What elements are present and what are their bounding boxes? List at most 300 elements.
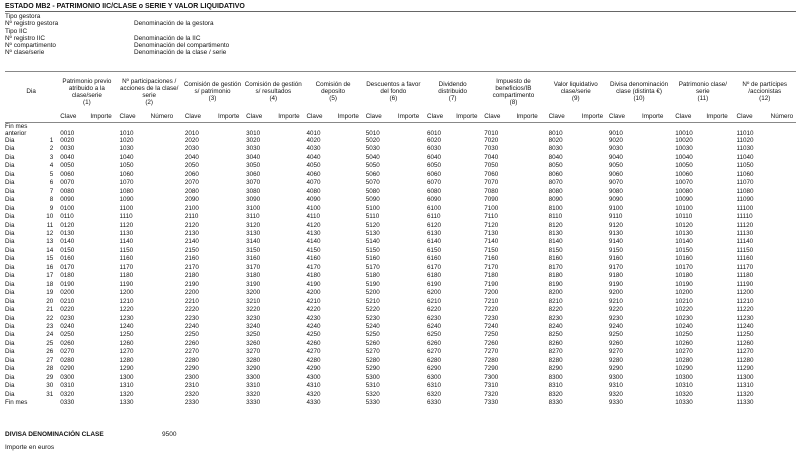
value-cell[interactable]	[703, 365, 733, 373]
value-cell[interactable]	[335, 171, 363, 179]
value-cell[interactable]	[768, 145, 796, 153]
value-cell[interactable]	[215, 222, 243, 230]
value-cell[interactable]	[335, 230, 363, 238]
value-cell[interactable]	[215, 365, 243, 373]
value-cell[interactable]	[87, 238, 116, 246]
value-cell[interactable]	[148, 122, 182, 137]
value-cell[interactable]	[215, 247, 243, 255]
value-cell[interactable]	[639, 315, 672, 323]
value-cell[interactable]	[87, 213, 116, 221]
value-cell[interactable]	[453, 357, 481, 365]
value-cell[interactable]	[703, 255, 733, 263]
value-cell[interactable]	[639, 230, 672, 238]
value-cell[interactable]	[148, 196, 182, 204]
value-cell[interactable]	[395, 281, 424, 289]
value-cell[interactable]	[703, 196, 733, 204]
value-cell[interactable]	[453, 365, 481, 373]
value-cell[interactable]	[395, 255, 424, 263]
value-cell[interactable]	[148, 145, 182, 153]
value-cell[interactable]	[768, 331, 796, 339]
value-cell[interactable]	[148, 162, 182, 170]
value-cell[interactable]	[513, 382, 545, 390]
value-cell[interactable]	[275, 196, 303, 204]
value-cell[interactable]	[335, 365, 363, 373]
value-cell[interactable]	[579, 238, 606, 246]
value-cell[interactable]	[148, 137, 182, 145]
value-cell[interactable]	[513, 348, 545, 356]
value-cell[interactable]	[275, 154, 303, 162]
value-cell[interactable]	[148, 230, 182, 238]
value-cell[interactable]	[215, 357, 243, 365]
value-cell[interactable]	[703, 399, 733, 407]
value-cell[interactable]	[579, 145, 606, 153]
value-cell[interactable]	[275, 222, 303, 230]
value-cell[interactable]	[275, 365, 303, 373]
value-cell[interactable]	[513, 145, 545, 153]
value-cell[interactable]	[513, 205, 545, 213]
value-cell[interactable]	[87, 264, 116, 272]
value-cell[interactable]	[453, 171, 481, 179]
value-cell[interactable]	[275, 264, 303, 272]
value-cell[interactable]	[703, 315, 733, 323]
value-cell[interactable]	[275, 399, 303, 407]
value-cell[interactable]	[639, 306, 672, 314]
value-cell[interactable]	[335, 255, 363, 263]
value-cell[interactable]	[275, 323, 303, 331]
value-cell[interactable]	[335, 264, 363, 272]
value-cell[interactable]	[453, 247, 481, 255]
value-cell[interactable]	[275, 382, 303, 390]
value-cell[interactable]	[215, 238, 243, 246]
value-cell[interactable]	[513, 188, 545, 196]
value-cell[interactable]	[513, 162, 545, 170]
value-cell[interactable]	[395, 399, 424, 407]
value-cell[interactable]	[768, 399, 796, 407]
value-cell[interactable]	[335, 179, 363, 187]
value-cell[interactable]	[395, 357, 424, 365]
value-cell[interactable]	[639, 238, 672, 246]
value-cell[interactable]	[453, 196, 481, 204]
value-cell[interactable]	[579, 272, 606, 280]
value-cell[interactable]	[513, 179, 545, 187]
value-cell[interactable]	[148, 179, 182, 187]
value-cell[interactable]	[87, 255, 116, 263]
value-cell[interactable]	[579, 188, 606, 196]
value-cell[interactable]	[453, 323, 481, 331]
value-cell[interactable]	[768, 281, 796, 289]
value-cell[interactable]	[453, 255, 481, 263]
value-cell[interactable]	[513, 374, 545, 382]
value-cell[interactable]	[215, 264, 243, 272]
value-cell[interactable]	[87, 340, 116, 348]
value-cell[interactable]	[703, 391, 733, 399]
value-cell[interactable]	[703, 357, 733, 365]
value-cell[interactable]	[215, 323, 243, 331]
value-cell[interactable]	[768, 391, 796, 399]
value-cell[interactable]	[395, 122, 424, 137]
value-cell[interactable]	[703, 374, 733, 382]
value-cell[interactable]	[453, 145, 481, 153]
value-cell[interactable]	[768, 188, 796, 196]
value-cell[interactable]	[579, 399, 606, 407]
value-cell[interactable]	[395, 374, 424, 382]
value-cell[interactable]	[513, 399, 545, 407]
value-cell[interactable]	[703, 298, 733, 306]
value-cell[interactable]	[703, 306, 733, 314]
value-cell[interactable]	[639, 289, 672, 297]
value-cell[interactable]	[579, 382, 606, 390]
value-cell[interactable]	[579, 281, 606, 289]
value-cell[interactable]	[513, 391, 545, 399]
value-cell[interactable]	[395, 145, 424, 153]
value-cell[interactable]	[768, 306, 796, 314]
value-cell[interactable]	[215, 213, 243, 221]
value-cell[interactable]	[395, 365, 424, 373]
value-cell[interactable]	[275, 272, 303, 280]
value-cell[interactable]	[639, 213, 672, 221]
value-cell[interactable]	[703, 230, 733, 238]
value-cell[interactable]	[703, 264, 733, 272]
value-cell[interactable]	[639, 171, 672, 179]
value-cell[interactable]	[513, 238, 545, 246]
value-cell[interactable]	[639, 374, 672, 382]
value-cell[interactable]	[513, 213, 545, 221]
value-cell[interactable]	[639, 281, 672, 289]
value-cell[interactable]	[579, 171, 606, 179]
value-cell[interactable]	[215, 255, 243, 263]
value-cell[interactable]	[639, 145, 672, 153]
value-cell[interactable]	[768, 365, 796, 373]
value-cell[interactable]	[579, 289, 606, 297]
value-cell[interactable]	[148, 382, 182, 390]
value-cell[interactable]	[768, 179, 796, 187]
value-cell[interactable]	[453, 374, 481, 382]
value-cell[interactable]	[579, 298, 606, 306]
value-cell[interactable]	[87, 348, 116, 356]
value-cell[interactable]	[215, 382, 243, 390]
value-cell[interactable]	[275, 238, 303, 246]
value-cell[interactable]	[768, 154, 796, 162]
value-cell[interactable]	[275, 331, 303, 339]
value-cell[interactable]	[768, 348, 796, 356]
value-cell[interactable]	[148, 323, 182, 331]
value-cell[interactable]	[87, 382, 116, 390]
value-cell[interactable]	[335, 137, 363, 145]
value-cell[interactable]	[453, 162, 481, 170]
value-cell[interactable]	[639, 348, 672, 356]
value-cell[interactable]	[395, 348, 424, 356]
value-cell[interactable]	[395, 247, 424, 255]
value-cell[interactable]	[87, 281, 116, 289]
value-cell[interactable]	[275, 357, 303, 365]
value-cell[interactable]	[275, 137, 303, 145]
value-cell[interactable]	[395, 179, 424, 187]
value-cell[interactable]	[639, 298, 672, 306]
value-cell[interactable]	[87, 230, 116, 238]
value-cell[interactable]	[87, 205, 116, 213]
value-cell[interactable]	[579, 137, 606, 145]
value-cell[interactable]	[87, 137, 116, 145]
value-cell[interactable]	[87, 374, 116, 382]
value-cell[interactable]	[215, 348, 243, 356]
value-cell[interactable]	[335, 145, 363, 153]
value-cell[interactable]	[215, 340, 243, 348]
value-cell[interactable]	[395, 382, 424, 390]
value-cell[interactable]	[148, 306, 182, 314]
value-cell[interactable]	[275, 315, 303, 323]
value-cell[interactable]	[453, 306, 481, 314]
value-cell[interactable]	[335, 205, 363, 213]
value-cell[interactable]	[395, 306, 424, 314]
value-cell[interactable]	[768, 357, 796, 365]
value-cell[interactable]	[87, 247, 116, 255]
value-cell[interactable]	[275, 298, 303, 306]
value-cell[interactable]	[335, 374, 363, 382]
value-cell[interactable]	[768, 137, 796, 145]
value-cell[interactable]	[87, 188, 116, 196]
value-cell[interactable]	[768, 205, 796, 213]
value-cell[interactable]	[395, 238, 424, 246]
value-cell[interactable]	[335, 348, 363, 356]
value-cell[interactable]	[579, 331, 606, 339]
value-cell[interactable]	[148, 171, 182, 179]
value-cell[interactable]	[275, 145, 303, 153]
value-cell[interactable]	[215, 289, 243, 297]
value-cell[interactable]	[275, 374, 303, 382]
value-cell[interactable]	[639, 331, 672, 339]
value-cell[interactable]	[639, 196, 672, 204]
value-cell[interactable]	[703, 331, 733, 339]
value-cell[interactable]	[215, 331, 243, 339]
value-cell[interactable]	[87, 154, 116, 162]
value-cell[interactable]	[639, 391, 672, 399]
value-cell[interactable]	[453, 137, 481, 145]
value-cell[interactable]	[579, 213, 606, 221]
value-cell[interactable]	[395, 289, 424, 297]
value-cell[interactable]	[395, 213, 424, 221]
value-cell[interactable]	[639, 162, 672, 170]
value-cell[interactable]	[639, 399, 672, 407]
value-cell[interactable]	[335, 162, 363, 170]
value-cell[interactable]	[703, 289, 733, 297]
value-cell[interactable]	[87, 357, 116, 365]
value-cell[interactable]	[395, 230, 424, 238]
value-cell[interactable]	[335, 213, 363, 221]
value-cell[interactable]	[148, 255, 182, 263]
value-cell[interactable]	[148, 188, 182, 196]
value-cell[interactable]	[275, 122, 303, 137]
value-cell[interactable]	[453, 154, 481, 162]
value-cell[interactable]	[215, 171, 243, 179]
value-cell[interactable]	[275, 162, 303, 170]
value-cell[interactable]	[513, 255, 545, 263]
value-cell[interactable]	[148, 281, 182, 289]
value-cell[interactable]	[513, 196, 545, 204]
value-cell[interactable]	[275, 255, 303, 263]
value-cell[interactable]	[768, 222, 796, 230]
value-cell[interactable]	[395, 222, 424, 230]
value-cell[interactable]	[335, 340, 363, 348]
value-cell[interactable]	[275, 213, 303, 221]
value-cell[interactable]	[148, 154, 182, 162]
value-cell[interactable]	[453, 382, 481, 390]
value-cell[interactable]	[703, 247, 733, 255]
value-cell[interactable]	[579, 340, 606, 348]
value-cell[interactable]	[148, 298, 182, 306]
value-cell[interactable]	[639, 264, 672, 272]
value-cell[interactable]	[768, 238, 796, 246]
value-cell[interactable]	[335, 357, 363, 365]
value-cell[interactable]	[768, 340, 796, 348]
value-cell[interactable]	[513, 323, 545, 331]
value-cell[interactable]	[87, 196, 116, 204]
value-cell[interactable]	[335, 298, 363, 306]
value-cell[interactable]	[215, 399, 243, 407]
value-cell[interactable]	[87, 391, 116, 399]
value-cell[interactable]	[87, 315, 116, 323]
value-cell[interactable]	[579, 230, 606, 238]
value-cell[interactable]	[768, 264, 796, 272]
value-cell[interactable]	[395, 154, 424, 162]
value-cell[interactable]	[335, 154, 363, 162]
value-cell[interactable]	[453, 281, 481, 289]
value-cell[interactable]	[275, 281, 303, 289]
value-cell[interactable]	[87, 399, 116, 407]
value-cell[interactable]	[639, 188, 672, 196]
value-cell[interactable]	[215, 374, 243, 382]
value-cell[interactable]	[453, 272, 481, 280]
value-cell[interactable]	[148, 391, 182, 399]
value-cell[interactable]	[639, 357, 672, 365]
value-cell[interactable]	[453, 264, 481, 272]
value-cell[interactable]	[513, 137, 545, 145]
value-cell[interactable]	[639, 137, 672, 145]
value-cell[interactable]	[703, 238, 733, 246]
value-cell[interactable]	[703, 154, 733, 162]
value-cell[interactable]	[87, 222, 116, 230]
value-cell[interactable]	[453, 179, 481, 187]
value-cell[interactable]	[453, 222, 481, 230]
value-cell[interactable]	[768, 213, 796, 221]
value-cell[interactable]	[395, 315, 424, 323]
value-cell[interactable]	[579, 122, 606, 137]
value-cell[interactable]	[579, 357, 606, 365]
value-cell[interactable]	[275, 340, 303, 348]
value-cell[interactable]	[579, 162, 606, 170]
value-cell[interactable]	[639, 323, 672, 331]
value-cell[interactable]	[453, 391, 481, 399]
value-cell[interactable]	[453, 399, 481, 407]
value-cell[interactable]	[395, 137, 424, 145]
value-cell[interactable]	[335, 122, 363, 137]
value-cell[interactable]	[639, 272, 672, 280]
value-cell[interactable]	[215, 315, 243, 323]
value-cell[interactable]	[639, 365, 672, 373]
value-cell[interactable]	[87, 298, 116, 306]
value-cell[interactable]	[215, 196, 243, 204]
value-cell[interactable]	[87, 306, 116, 314]
value-cell[interactable]	[579, 348, 606, 356]
value-cell[interactable]	[768, 382, 796, 390]
value-cell[interactable]	[148, 365, 182, 373]
value-cell[interactable]	[703, 171, 733, 179]
value-cell[interactable]	[215, 205, 243, 213]
value-cell[interactable]	[335, 247, 363, 255]
value-cell[interactable]	[579, 323, 606, 331]
value-cell[interactable]	[703, 340, 733, 348]
value-cell[interactable]	[335, 238, 363, 246]
value-cell[interactable]	[335, 281, 363, 289]
value-cell[interactable]	[275, 179, 303, 187]
value-cell[interactable]	[395, 162, 424, 170]
value-cell[interactable]	[703, 281, 733, 289]
value-cell[interactable]	[275, 247, 303, 255]
value-cell[interactable]	[335, 188, 363, 196]
value-cell[interactable]	[703, 188, 733, 196]
value-cell[interactable]	[275, 391, 303, 399]
value-cell[interactable]	[215, 272, 243, 280]
value-cell[interactable]	[768, 323, 796, 331]
value-cell[interactable]	[513, 340, 545, 348]
value-cell[interactable]	[335, 323, 363, 331]
value-cell[interactable]	[395, 323, 424, 331]
value-cell[interactable]	[87, 323, 116, 331]
value-cell[interactable]	[639, 247, 672, 255]
value-cell[interactable]	[215, 298, 243, 306]
value-cell[interactable]	[579, 205, 606, 213]
value-cell[interactable]	[87, 365, 116, 373]
value-cell[interactable]	[148, 374, 182, 382]
value-cell[interactable]	[703, 205, 733, 213]
value-cell[interactable]	[453, 122, 481, 137]
value-cell[interactable]	[768, 315, 796, 323]
value-cell[interactable]	[579, 391, 606, 399]
value-cell[interactable]	[87, 289, 116, 297]
value-cell[interactable]	[513, 357, 545, 365]
value-cell[interactable]	[215, 306, 243, 314]
value-cell[interactable]	[453, 213, 481, 221]
value-cell[interactable]	[453, 340, 481, 348]
value-cell[interactable]	[395, 272, 424, 280]
value-cell[interactable]	[87, 331, 116, 339]
value-cell[interactable]	[148, 348, 182, 356]
value-cell[interactable]	[453, 230, 481, 238]
value-cell[interactable]	[513, 230, 545, 238]
value-cell[interactable]	[703, 145, 733, 153]
value-cell[interactable]	[87, 272, 116, 280]
value-cell[interactable]	[453, 289, 481, 297]
value-cell[interactable]	[768, 230, 796, 238]
value-cell[interactable]	[579, 315, 606, 323]
value-cell[interactable]	[639, 154, 672, 162]
value-cell[interactable]	[395, 391, 424, 399]
value-cell[interactable]	[395, 298, 424, 306]
value-cell[interactable]	[703, 122, 733, 137]
value-cell[interactable]	[453, 188, 481, 196]
value-cell[interactable]	[453, 205, 481, 213]
value-cell[interactable]	[335, 272, 363, 280]
value-cell[interactable]	[335, 331, 363, 339]
value-cell[interactable]	[215, 162, 243, 170]
value-cell[interactable]	[639, 382, 672, 390]
value-cell[interactable]	[215, 137, 243, 145]
value-cell[interactable]	[148, 264, 182, 272]
value-cell[interactable]	[513, 281, 545, 289]
value-cell[interactable]	[703, 179, 733, 187]
value-cell[interactable]	[148, 399, 182, 407]
value-cell[interactable]	[335, 306, 363, 314]
value-cell[interactable]	[275, 171, 303, 179]
